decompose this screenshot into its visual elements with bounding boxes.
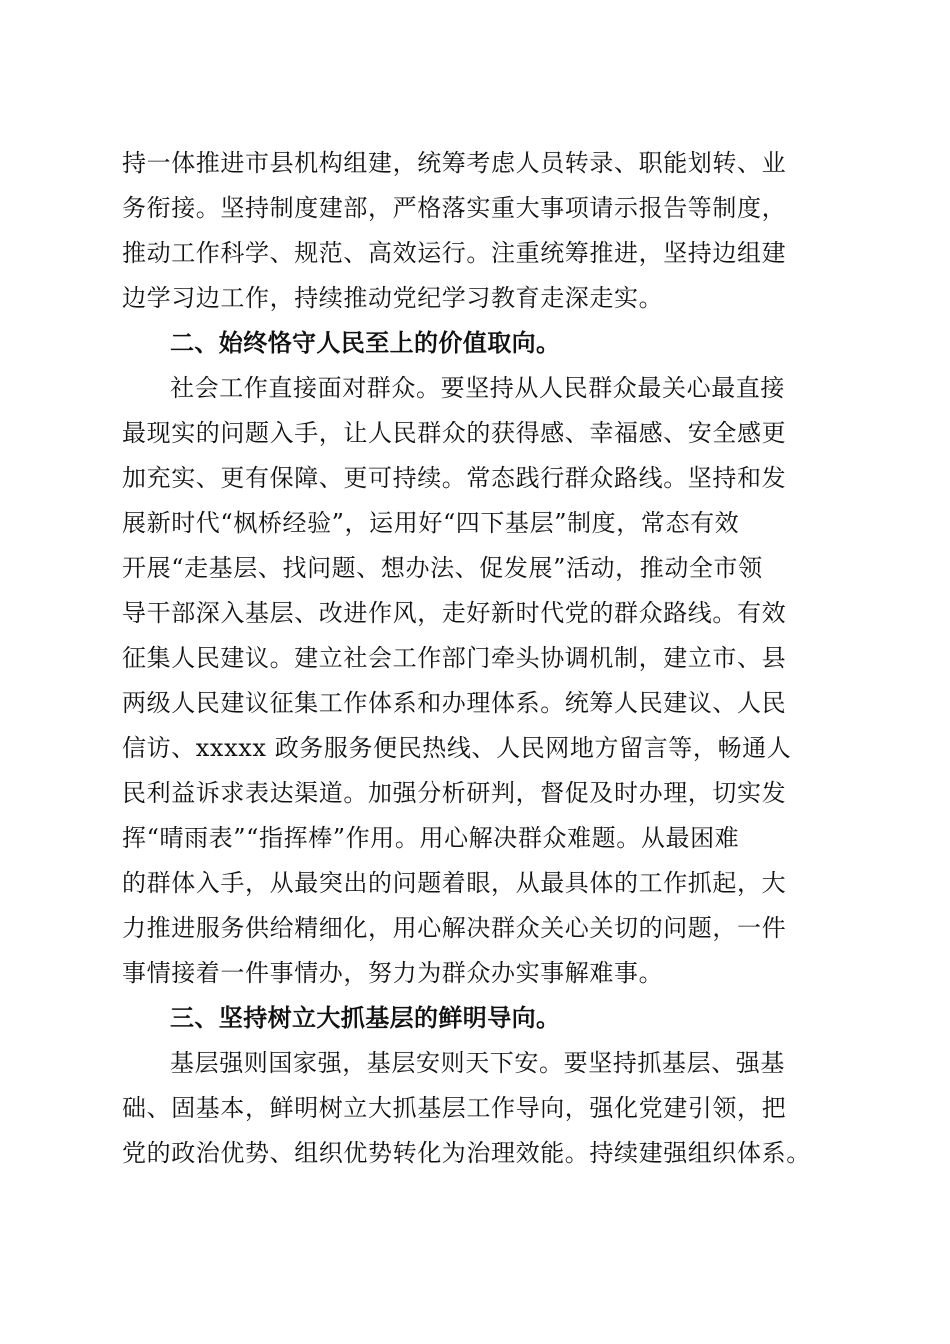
paragraph-line: 务衔接。坚持制度建部，严格落实重大事项请示报告等制度， xyxy=(122,194,787,222)
section-heading: 二、始终恪守人民至上的价值取向。 xyxy=(170,329,561,357)
paragraph-line: 征集人民建议。建立社会工作部门牵头协调机制，建立市、县 xyxy=(122,644,787,672)
paragraph-line: 力推进服务供给精细化，用心解决群众关心关切的问题，一件 xyxy=(122,914,787,942)
paragraph-line: 事情接着一件事情办，努力为群众办实事解难事。 xyxy=(122,959,664,987)
section-heading: 三、坚持树立大抓基层的鲜明导向。 xyxy=(170,1004,561,1032)
paragraph-line: 挥“晴雨表”“指挥棒”作用。用心解决群众难题。从最困难 xyxy=(122,824,740,852)
paragraph-line: 信访、xxxxx 政务服务便民热线、人民网地方留言等，畅通人 xyxy=(122,734,792,762)
paragraph-line: 加充实、更有保障、更可持续。常态践行群众路线。坚持和发 xyxy=(122,464,787,492)
paragraph-line: 两级人民建议征集工作体系和办理体系。统筹人民建议、人民 xyxy=(122,689,787,717)
paragraph-line: 导干部深入基层、改进作风，走好新时代党的群众路线。有效 xyxy=(122,599,787,627)
paragraph-line: 基层强则国家强，基层安则天下安。要坚持抓基层、强基 xyxy=(170,1049,785,1077)
paragraph-line: 推动工作科学、规范、高效运行。注重统筹推进，坚持边组建 xyxy=(122,239,787,267)
paragraph-line: 持一体推进市县机构组建，统筹考虑人员转录、职能划转、业 xyxy=(122,149,787,177)
paragraph-line: 民利益诉求表达渠道。加强分析研判，督促及时办理，切实发 xyxy=(122,779,787,807)
paragraph-line: 最现实的问题入手，让人民群众的获得感、幸福感、安全感更 xyxy=(122,419,787,447)
paragraph-line: 开展“走基层、找问题、想办法、促发展”活动，推动全市领 xyxy=(122,554,763,582)
paragraph-line: 的群体入手，从最突出的问题着眼，从最具体的工作抓起，大 xyxy=(122,869,787,897)
paragraph-line: 党的政治优势、组织优势转化为治理效能。持续建强组织体系。 xyxy=(122,1139,811,1167)
paragraph-line: 社会工作直接面对群众。要坚持从人民群众最关心最直接 xyxy=(170,374,785,402)
paragraph-line: 边学习边工作，持续推动党纪学习教育走深走实。 xyxy=(122,284,664,312)
paragraph-line: 础、固基本，鲜明树立大抓基层工作导向，强化党建引领，把 xyxy=(122,1094,787,1122)
paragraph-line: 展新时代“枫桥经验”，运用好“四下基层”制度，常态有效 xyxy=(122,509,740,537)
